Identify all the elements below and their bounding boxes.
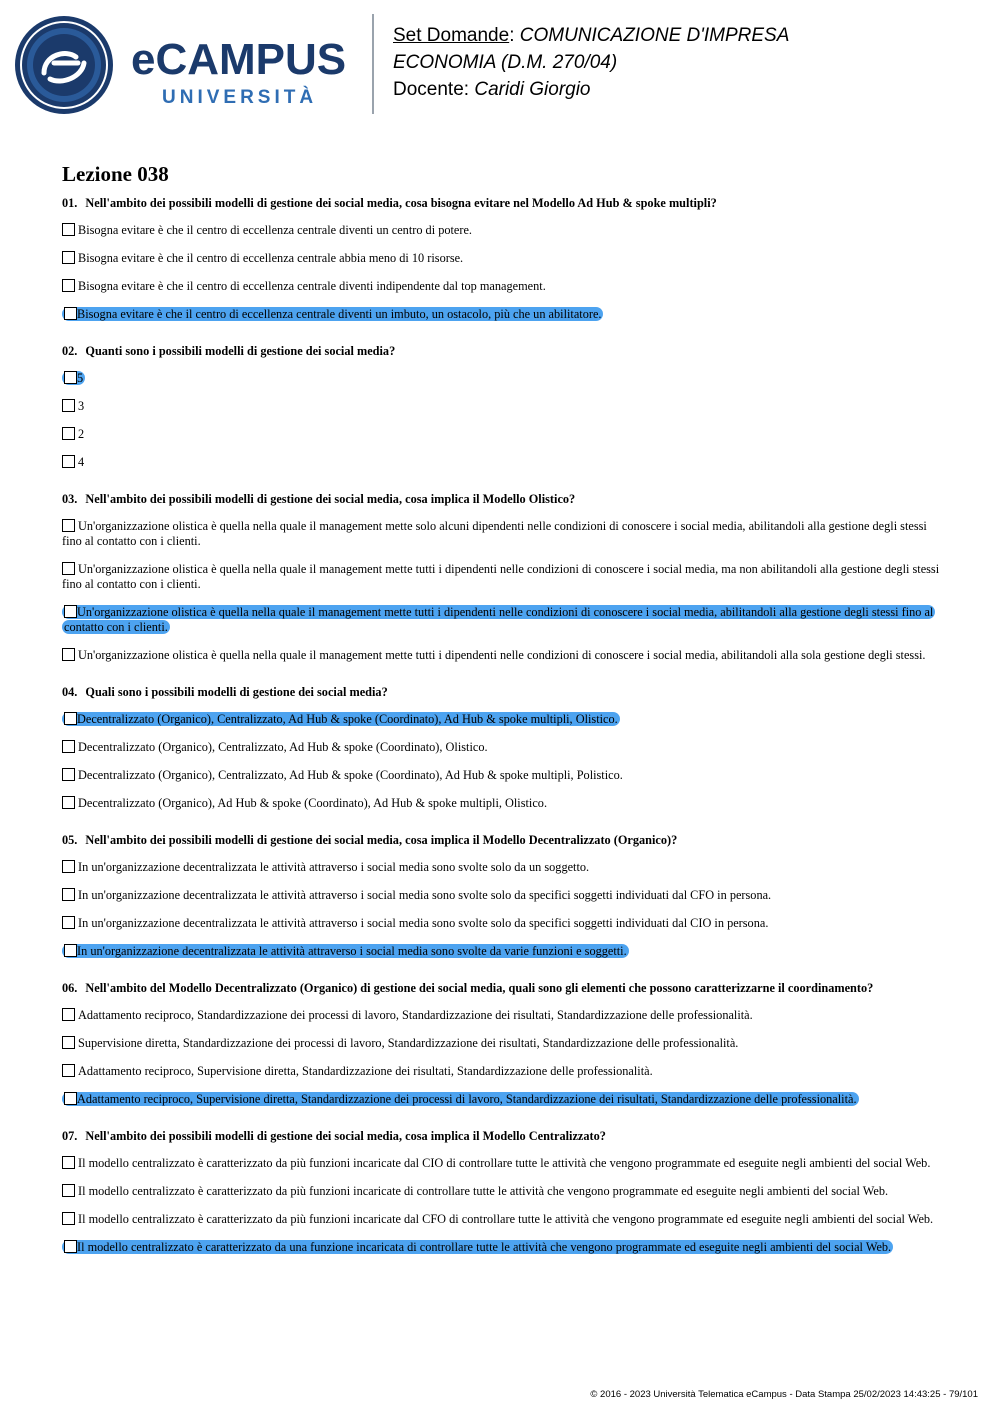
question-text: Nell'ambito del Modello Decentralizzato (Organico) di gestione dei social media, quali sono gli elementi che possono caratterizzarne il coordinamento? bbox=[85, 981, 874, 995]
answer-text: Bisogna evitare è che il centro di eccellenza centrale abbia meno di 10 risorse. bbox=[78, 251, 464, 265]
answer-option bbox=[62, 740, 942, 755]
question-title bbox=[62, 196, 942, 211]
answer-text: 2 bbox=[78, 427, 85, 441]
checkbox-icon[interactable] bbox=[62, 740, 75, 753]
question-text: Nell'ambito dei possibili modelli di gestione dei social media, cosa implica il Modello Olistico? bbox=[85, 492, 576, 506]
answer-option bbox=[62, 1212, 942, 1227]
checkbox-icon[interactable] bbox=[62, 1036, 75, 1049]
answer-text: 3 bbox=[78, 399, 85, 413]
answer-text-highlighted: Decentralizzato (Organico), Centralizzato, Ad Hub & spoke (Coordinato), Ad Hub & spoke multipli, Olistico. bbox=[77, 712, 618, 726]
highlight-mark bbox=[62, 1240, 893, 1254]
question-7 bbox=[62, 1129, 942, 1255]
answer-text: Un'organizzazione olistica è quella nella quale il management mette solo alcuni dipendenti nelle condizioni di conoscere i social media, abilitandoli alla gestione degli stessi fino al contatto con i clienti. bbox=[62, 519, 927, 548]
answer-text: Supervisione diretta, Standardizzazione dei processi di lavoro, Standardizzazione dei risultati, Standardizzazione delle professionalità. bbox=[78, 1036, 739, 1050]
answer-text: Bisogna evitare è che il centro di eccellenza centrale diventi indipendente dal top management. bbox=[78, 279, 546, 293]
answer-text: Un'organizzazione olistica è quella nella quale il management mette tutti i dipendenti nelle condizioni di conoscere i social media, abilitandoli alla sola gestione degli stessi. bbox=[78, 648, 926, 662]
checkbox-icon[interactable] bbox=[64, 1240, 77, 1253]
checkbox-icon[interactable] bbox=[62, 888, 75, 901]
answer-text: Adattamento reciproco, Standardizzazione dei processi di lavoro, Standardizzazione dei risultati, Standardizzazione delle professionalità. bbox=[78, 1008, 753, 1022]
highlight-mark bbox=[62, 712, 620, 726]
question-title bbox=[62, 344, 942, 359]
checkbox-icon[interactable] bbox=[62, 1212, 75, 1225]
answer-option bbox=[62, 605, 942, 635]
answer-option bbox=[62, 427, 942, 442]
answer-option bbox=[62, 455, 942, 470]
checkbox-icon[interactable] bbox=[64, 605, 77, 618]
course-title-line1: COMUNICAZIONE D'IMPRESA bbox=[519, 25, 790, 46]
answer-option bbox=[62, 888, 942, 903]
answer-option bbox=[62, 307, 942, 322]
checkbox-icon[interactable] bbox=[62, 860, 75, 873]
answer-text-highlighted: Il modello centralizzato è caratterizzato da una funzione incaricata di controllare tutte le attività che vengono programmate ed eseguite negli ambienti del social Web. bbox=[77, 1240, 892, 1254]
question-2 bbox=[62, 344, 942, 470]
question-number: 03. bbox=[62, 492, 78, 506]
question-text: Quanti sono i possibili modelli di gestione dei social media? bbox=[85, 344, 396, 358]
answer-option bbox=[62, 562, 942, 592]
answer-text: Decentralizzato (Organico), Centralizzato, Ad Hub & spoke (Coordinato), Olistico. bbox=[78, 740, 488, 754]
answer-text: Un'organizzazione olistica è quella nella quale il management mette tutti i dipendenti nelle condizioni di conoscere i social media, ma non abilitandoli alla gestione degli stessi fino al contatto con i clienti. bbox=[62, 562, 940, 591]
answer-text-highlighted: Adattamento reciproco, Supervisione diretta, Standardizzazione dei processi di lavoro, Standardizzazione dei risultati, Standardizzazione delle professionalità. bbox=[77, 1092, 857, 1106]
question-list bbox=[62, 196, 942, 1277]
question-number: 06. bbox=[62, 981, 78, 995]
answer-option bbox=[62, 1064, 942, 1079]
checkbox-icon[interactable] bbox=[62, 648, 75, 661]
set-label: Set Domande bbox=[393, 25, 510, 46]
answer-text-highlighted: Un'organizzazione olistica è quella nella quale il management mette tutti i dipendenti nelle condizioni di conoscere i social media, abilitandoli alla gestione degli stessi fino al contatto con i clienti. bbox=[64, 605, 934, 634]
highlight-mark bbox=[62, 944, 629, 958]
answer-text: Il modello centralizzato è caratterizzato da più funzioni incaricate dal CIO di controllare tutte le attività che vengono programmate ed eseguite negli ambienti del social Web. bbox=[78, 1156, 931, 1170]
course-info: Set Domande: COMUNICAZIONE D'IMPRESA ECONOMIA (D.M. 270/04) Docente: Caridi Giorgio bbox=[393, 25, 790, 100]
answer-text-highlighted: In un'organizzazione decentralizzata le attività attraverso i social media sono svolte da varie funzioni e soggetti. bbox=[77, 944, 627, 958]
answer-option bbox=[62, 371, 942, 386]
checkbox-icon[interactable] bbox=[62, 768, 75, 781]
highlight-mark bbox=[62, 307, 603, 321]
question-number: 04. bbox=[62, 685, 78, 699]
checkbox-icon[interactable] bbox=[62, 796, 75, 809]
question-3 bbox=[62, 492, 942, 663]
logo-subtitle: UNIVERSITÀ bbox=[162, 87, 318, 108]
question-number: 01. bbox=[62, 196, 78, 210]
answer-text: 4 bbox=[78, 455, 85, 469]
answer-option bbox=[62, 251, 942, 266]
question-title bbox=[62, 685, 942, 700]
answer-text: Bisogna evitare è che il centro di eccellenza centrale diventi un centro di potere. bbox=[78, 223, 472, 237]
checkbox-icon[interactable] bbox=[62, 427, 75, 440]
page-header bbox=[0, 0, 1000, 130]
question-4 bbox=[62, 685, 942, 811]
checkbox-icon[interactable] bbox=[64, 712, 77, 725]
checkbox-icon[interactable] bbox=[62, 1008, 75, 1021]
checkbox-icon[interactable] bbox=[62, 223, 75, 236]
question-title bbox=[62, 981, 942, 996]
ecampus-logo-emblem bbox=[14, 15, 114, 115]
checkbox-icon[interactable] bbox=[64, 1092, 77, 1105]
question-title bbox=[62, 492, 942, 507]
course-title-line2: ECONOMIA (D.M. 270/04) bbox=[393, 52, 618, 73]
teacher-name: Caridi Giorgio bbox=[474, 79, 591, 100]
question-title bbox=[62, 833, 942, 848]
checkbox-icon[interactable] bbox=[62, 251, 75, 264]
question-number: 02. bbox=[62, 344, 78, 358]
answer-option bbox=[62, 768, 942, 783]
answer-text-highlighted: Bisogna evitare è che il centro di eccellenza centrale diventi un imbuto, un ostacolo, più che un abilitatore. bbox=[77, 307, 602, 321]
answer-option bbox=[62, 1036, 942, 1051]
answer-option bbox=[62, 1184, 942, 1199]
checkbox-icon[interactable] bbox=[62, 455, 75, 468]
answer-text: Decentralizzato (Organico), Centralizzato, Ad Hub & spoke (Coordinato), Ad Hub & spoke multipli, Polistico. bbox=[78, 768, 623, 782]
answer-option bbox=[62, 648, 942, 663]
answer-option bbox=[62, 279, 942, 294]
checkbox-icon[interactable] bbox=[64, 944, 77, 957]
answer-text-highlighted: 5 bbox=[77, 371, 84, 385]
answer-option bbox=[62, 1092, 942, 1107]
logo-wordmark: eCAMPUS bbox=[131, 35, 347, 84]
checkbox-icon[interactable] bbox=[62, 1064, 75, 1077]
highlight-mark bbox=[62, 371, 85, 385]
header-divider bbox=[372, 14, 374, 114]
answer-text: Il modello centralizzato è caratterizzato da più funzioni incaricate dal CFO di controllare tutte le attività che vengono programmate ed eseguite negli ambienti del social Web. bbox=[78, 1212, 934, 1226]
question-text: Nell'ambito dei possibili modelli di gestione dei social media, cosa implica il Modello Decentralizzato (Organico)? bbox=[85, 833, 678, 847]
page-footer: © 2016 - 2023 Università Telematica eCampus - Data Stampa 25/02/2023 14:43:25 - 79/101 bbox=[590, 1389, 978, 1400]
checkbox-icon[interactable] bbox=[64, 307, 77, 320]
answer-option bbox=[62, 916, 942, 931]
highlight-mark bbox=[62, 1092, 859, 1106]
checkbox-icon[interactable] bbox=[62, 562, 75, 575]
question-number: 07. bbox=[62, 1129, 78, 1143]
answer-option bbox=[62, 223, 942, 238]
question-number: 05. bbox=[62, 833, 78, 847]
question-text: Nell'ambito dei possibili modelli di gestione dei social media, cosa bisogna evitare nel Modello Ad Hub & spoke multipli? bbox=[85, 196, 717, 210]
highlight-mark bbox=[62, 605, 935, 634]
answer-option bbox=[62, 944, 942, 959]
checkbox-icon[interactable] bbox=[62, 916, 75, 929]
question-text: Quali sono i possibili modelli di gestione dei social media? bbox=[85, 685, 388, 699]
answer-option bbox=[62, 1240, 942, 1255]
answer-option bbox=[62, 399, 942, 414]
answer-option bbox=[62, 1156, 942, 1171]
answer-text: Decentralizzato (Organico), Ad Hub & spoke (Coordinato), Ad Hub & spoke multipli, Olistico. bbox=[78, 796, 548, 810]
answer-option bbox=[62, 860, 942, 875]
answer-option bbox=[62, 519, 942, 549]
question-1 bbox=[62, 196, 942, 322]
checkbox-icon[interactable] bbox=[64, 371, 77, 384]
answer-option bbox=[62, 1008, 942, 1023]
answer-text: In un'organizzazione decentralizzata le attività attraverso i social media sono svolte solo da specifici soggetti individuati dal CIO in persona. bbox=[78, 916, 769, 930]
checkbox-icon[interactable] bbox=[62, 1184, 75, 1197]
teacher-label: Docente bbox=[393, 79, 464, 100]
question-6 bbox=[62, 981, 942, 1107]
question-title bbox=[62, 1129, 942, 1144]
checkbox-icon[interactable] bbox=[62, 399, 75, 412]
question-5 bbox=[62, 833, 942, 959]
question-text: Nell'ambito dei possibili modelli di gestione dei social media, cosa implica il Modello Centralizzato? bbox=[85, 1129, 606, 1143]
checkbox-icon[interactable] bbox=[62, 1156, 75, 1169]
answer-option bbox=[62, 712, 942, 727]
answer-text: Il modello centralizzato è caratterizzato da più funzioni incaricate di controllare tutte le attività che vengono programmate ed eseguite negli ambienti del social Web. bbox=[78, 1184, 889, 1198]
lesson-title: Lezione 038 bbox=[62, 162, 169, 186]
answer-option bbox=[62, 796, 942, 811]
answer-text: In un'organizzazione decentralizzata le attività attraverso i social media sono svolte solo da specifici soggetti individuati dal CFO in persona. bbox=[78, 888, 772, 902]
checkbox-icon[interactable] bbox=[62, 519, 75, 532]
answer-text: In un'organizzazione decentralizzata le attività attraverso i social media sono svolte solo da un soggetto. bbox=[78, 860, 590, 874]
checkbox-icon[interactable] bbox=[62, 279, 75, 292]
answer-text: Adattamento reciproco, Supervisione diretta, Standardizzazione dei risultati, Standardizzazione delle professionalità. bbox=[78, 1064, 653, 1078]
